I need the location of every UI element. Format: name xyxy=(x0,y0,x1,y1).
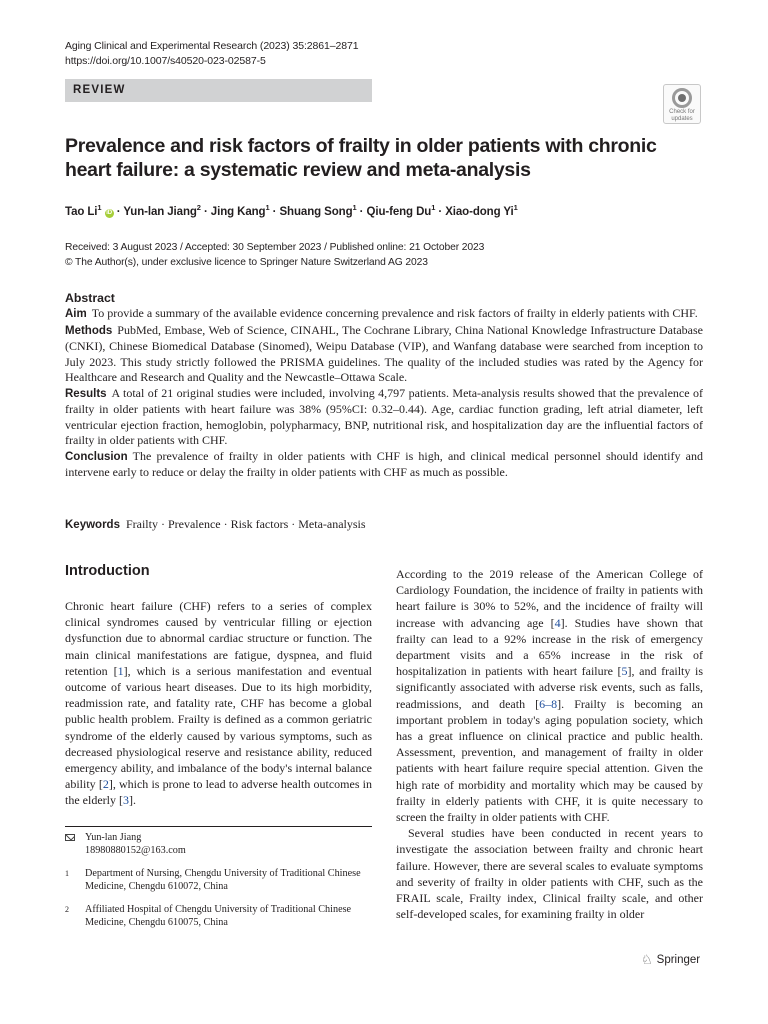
abstract-section-text: To provide a summary of the available evidence concerning prevalence and risk factors of frailty in elderly patients with CHF. xyxy=(91,306,698,320)
abstract-section-text: A total of 21 original studies were included, involving 4,797 patients. Meta-analysis results showed that the prevalence of frailty in older patients with heart failure was 38% (95%CI: 0.32–0.44). Age, cardiac function grading, left atrial diameter, left ventricular ejection fraction, hemoglobin, polypharmacy, BNP, nutritional risk, and hospitalization day are the influential factors of frailty in older patients with CHF. xyxy=(65,385,703,447)
article-dates: Received: 3 August 2023 / Accepted: 30 September 2023 / Published online: 21 October 2023 xyxy=(65,242,485,253)
affiliation-mark: 2 xyxy=(65,904,69,914)
article-title: Prevalence and risk factors of frailty in older patients with chronic heart failure: a systematic review and meta-analysis xyxy=(65,135,657,181)
orcid-icon[interactable]: iD xyxy=(106,209,113,216)
author-affiliation-mark: 1 xyxy=(513,203,518,212)
publisher-logo xyxy=(641,952,700,968)
publisher-name: Springer xyxy=(656,954,701,966)
affiliation-mark: 1 xyxy=(65,868,69,878)
introduction-heading: Introduction xyxy=(65,563,150,579)
affiliation-2 xyxy=(65,903,372,930)
body-column-right xyxy=(396,566,703,922)
introduction-paragraph: According to the 2019 release of the American College of Cardiology Foundation, the incidence of frailty in patients with heart failure is 30% to 52%, and the incidence of frailty will increase with advancing age [4]. Studies have shown that frailty can lead to a 92% increase in the risk of emergency department visits and a 65% increase in the risk of hospitalization in patients with heart failure [5], and frailty is significantly associated with adverse risk events, such as falls, readmissions, and death [6–8]. Frailty is becoming an important problem in today's aging population society, which has a great influence on clinical practice and public health. Assessment, prevention, and management of frailty in older patients with heart failure require special attention. Given the high rate of morbidity and mortality which may be caused by frailty in elderly patients with CHF, it is quite necessary to screen the frailty in older patients with CHF. xyxy=(396,567,703,825)
author-affiliation-mark: 1 xyxy=(431,203,436,212)
abstract-results xyxy=(65,386,703,449)
envelope-icon xyxy=(65,834,75,841)
corresponding-author-name: Yun-lan Jiang xyxy=(85,832,142,843)
author-name[interactable]: Yun-lan Jiang xyxy=(123,205,197,218)
author-name[interactable]: Xiao-dong Yi xyxy=(445,205,514,218)
abstract-section-label: Results xyxy=(65,387,107,400)
journal-citation: Aging Clinical and Experimental Research (2023) 35:2861–2871 xyxy=(65,40,359,52)
body-column-left xyxy=(65,598,372,809)
footnotes xyxy=(65,831,372,938)
reference-link[interactable]: 3 xyxy=(122,793,129,808)
introduction-paragraph: Several studies have been conducted in recent years to investigate the association between frailty and chronic heart failure. However, there are several scales to evaluate symptoms and severity of frailty in older patients with CHF, such as the FRAIL scale, Frailty index, Clinical frailty scale, and other self-developed scales, for examining frailty in older xyxy=(396,826,703,922)
abstract-section-label: Aim xyxy=(65,308,87,320)
reference-link[interactable]: 4 xyxy=(554,615,561,630)
reference-link[interactable]: 5 xyxy=(621,664,628,679)
copyright-notice: © The Author(s), under exclusive licence to Springer Nature Switzerland AG 2023 xyxy=(65,256,428,268)
abstract-heading: Abstract xyxy=(65,291,115,305)
author-affiliation-mark: 2 xyxy=(196,203,201,212)
abstract-section-label: Methods xyxy=(65,324,113,337)
abstract-methods xyxy=(65,323,703,386)
keywords-list: Frailty · Prevalence · Risk factors · Meta-analysis xyxy=(125,517,366,531)
abstract-body xyxy=(65,306,703,481)
footnote-divider xyxy=(65,826,372,827)
abstract-section-text: PubMed, Embase, Web of Science, CINAHL, The Cochrane Library, China National Knowledge Infrastructure Database (CNKI), Chinese Biomedical Database (Sinomed), Weipu Database (VIP), and Wanfang database were searched from inception to July 2023. This study strictly followed the PRISMA guidelines. The quality of the included studies was rated by the Agency for Healthcare and Research and Quality and the Newcastle–Ottawa Scale. xyxy=(65,322,703,384)
springer-horse-icon: ♘ xyxy=(641,952,653,967)
author-affiliation-mark: 1 xyxy=(352,203,357,212)
author-name[interactable]: Shuang Song xyxy=(279,205,353,218)
author-name[interactable]: Tao Li xyxy=(65,205,98,218)
abstract-aim xyxy=(65,306,703,323)
check-updates-label: Check for updates xyxy=(669,109,695,122)
section-label: REVIEW xyxy=(65,79,372,102)
check-for-updates-button[interactable] xyxy=(663,84,701,124)
affiliation-text: Affiliated Hospital of Chengdu University of Traditional Chinese Medicine, Chengdu 610075, China xyxy=(85,903,352,929)
publication-info xyxy=(65,241,484,270)
corresponding-author xyxy=(65,831,372,858)
author-separator: · xyxy=(435,205,446,218)
corresponding-author-email[interactable]: 18980880152@163.com xyxy=(85,845,186,857)
author-separator: · xyxy=(356,205,367,218)
journal-header xyxy=(65,39,358,69)
keywords-label: Keywords xyxy=(65,519,120,531)
reference-link[interactable]: 1 xyxy=(117,663,124,678)
author-separator: · xyxy=(113,205,124,218)
abstract-section-text: The prevalence of frailty in older patients with CHF is high, and clinical medical personnel should identify and intervene early to reduce or delay the frailty in older patients with CHF as much as possible. xyxy=(65,448,703,479)
introduction-paragraph: Chronic heart failure (CHF) refers to a series of complex clinical syndromes caused by ventricular filling or ejection dysfunction due to abnormal cardiac structure or function. The main clinical manifestations are fatigue, dyspnea, and fluid retention [1], which is a serious manifestation and eventual outcome of various heart diseases. Due to its high morbidity, readmission rate, and fatality rate, CHF has become a global public health problem. Frailty is defined as a common geriatric syndrome of the elderly caused by various symptoms, such as decreased physiological reserve and resistance ability, reduced emergency ability, and imbalance of the body's internal balance ability [2], which is prone to lead to adverse health outcomes in the elderly [3]. xyxy=(65,599,372,808)
author-separator: · xyxy=(269,205,280,218)
keywords xyxy=(65,517,366,532)
abstract-section-label: Conclusion xyxy=(65,450,128,463)
author-name[interactable]: Qiu-feng Du xyxy=(366,205,432,218)
reference-link[interactable]: 6–8 xyxy=(539,696,558,711)
affiliation-text: Department of Nursing, Chengdu University of Traditional Chinese Medicine, Chengdu 610072, China xyxy=(85,867,361,893)
abstract-conclusion xyxy=(65,449,703,481)
author-list xyxy=(65,203,518,218)
author-affiliation-mark: 1 xyxy=(265,203,270,212)
reference-link[interactable]: 2 xyxy=(102,777,109,792)
check-updates-icon xyxy=(672,88,692,108)
doi-link[interactable]: https://doi.org/10.1007/s40520-023-02587-5 xyxy=(65,55,266,67)
affiliation-1 xyxy=(65,867,372,894)
author-affiliation-mark: 1 xyxy=(97,203,102,212)
author-separator: · xyxy=(200,205,211,218)
author-name[interactable]: Jing Kang xyxy=(210,205,266,218)
